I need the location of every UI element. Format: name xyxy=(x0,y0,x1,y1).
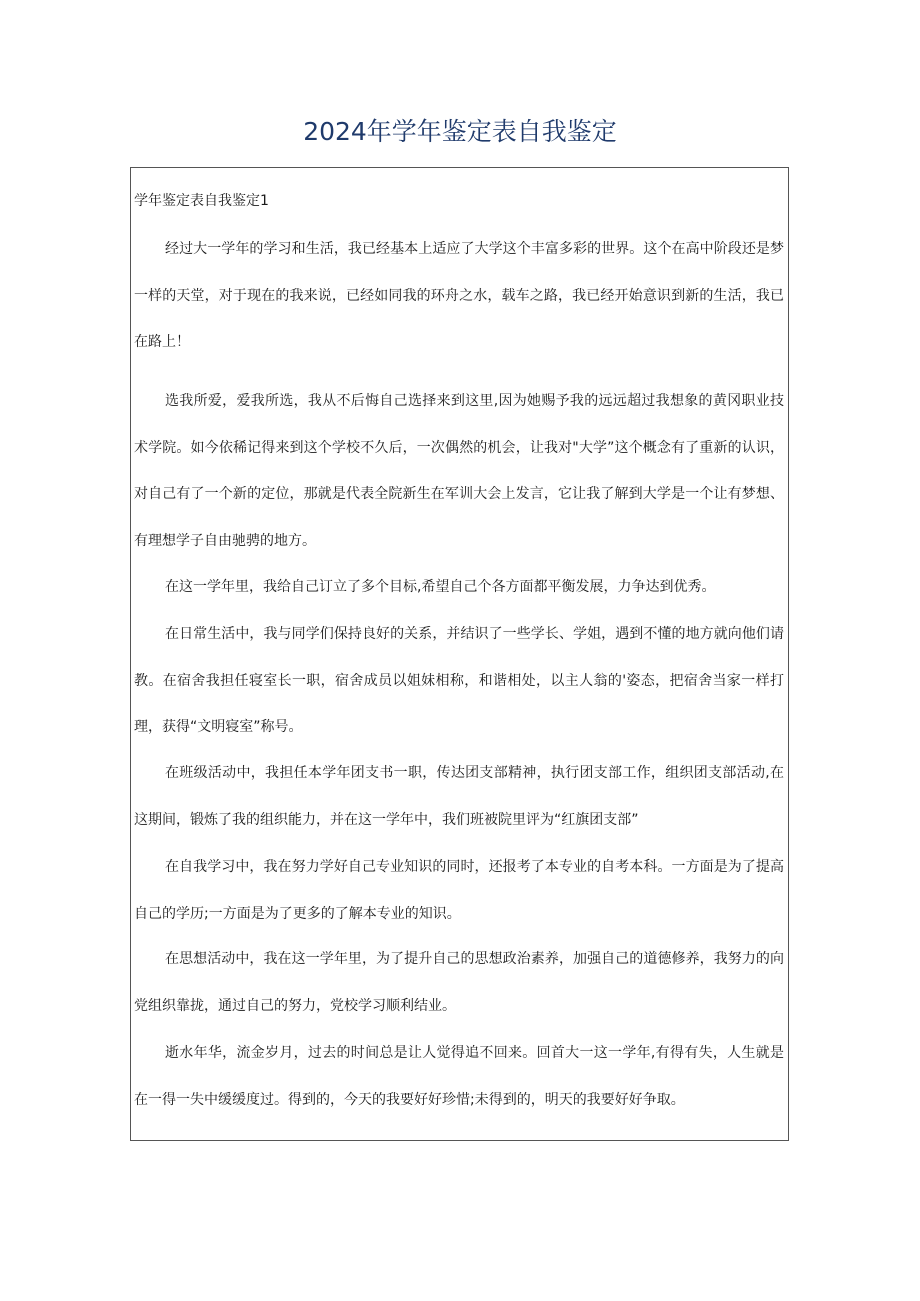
paragraph-5: 在班级活动中，我担任本学年团支书一职，传达团支部精神，执行团支部工作，组织团支部活动,在这期间，锻炼了我的组织能力，并在这一学年中，我们班被院里评为“红旗团支部” xyxy=(134,765,784,828)
paragraph-3: 在这一学年里，我给自己订立了多个目标,希望自己个各方面都平衡发展，力争达到优秀。 xyxy=(165,579,716,595)
paragraph-4: 在日常生活中，我与同学们保持良好的关系，并结识了一些学长、学姐，遇到不懂的地方就向他们请教。在宿舍我担任寝室长一职，宿舍成员以姐妹相称，和谐相处，以主人翁的'姿态，把宿舍当家一样打理，获得“文明寝室”称号。 xyxy=(134,626,784,735)
paragraph-1: 经过大一学年的学习和生活，我已经基本上适应了大学这个丰富多彩的世界。这个在高中阶段还是梦一样的天堂，对于现在的我来说，已经如同我的环舟之水，载车之路，我已经开始意识到新的生活，我已在路上！ xyxy=(134,241,784,350)
paragraph-8: 逝水年华，流金岁月，过去的时间总是让人觉得追不回来。回首大一这一学年,有得有失，人生就是在一得一失中缓缓度过。得到的，今天的我要好好珍惜;未得到的，明天的我要好好争取。 xyxy=(134,1045,784,1108)
paragraph-6: 在自我学习中，我在努力学好自己专业知识的同时，还报考了本专业的自考本科。一方面是为了提高自己的学历;一方面是为了更多的了解本专业的知识。 xyxy=(134,859,784,922)
content-box xyxy=(130,167,789,1141)
paragraph-7: 在思想活动中，我在这一学年里，为了提升自己的思想政治素养，加强自己的道德修养，我努力的向党组织靠拢，通过自己的努力，党校学习顺利结业。 xyxy=(134,951,784,1014)
section-heading: 学年鉴定表自我鉴定1 xyxy=(134,193,269,209)
document-title: 2024年学年鉴定表自我鉴定 xyxy=(303,117,617,146)
paragraph-2: 选我所爱，爱我所选，我从不后悔自己选择来到这里,因为她赐予我的远远超过我想象的黄冈职业技术学院。如今依稀记得来到这个学校不久后，一次偶然的机会，让我对"大学”这个概念有了重新的认识，对自己有了一个新的定位，那就是代表全院新生在军训大会上发言，它让我了解到大学是一个让有梦想、有理想学子自由驰骋的地方。 xyxy=(134,393,784,549)
